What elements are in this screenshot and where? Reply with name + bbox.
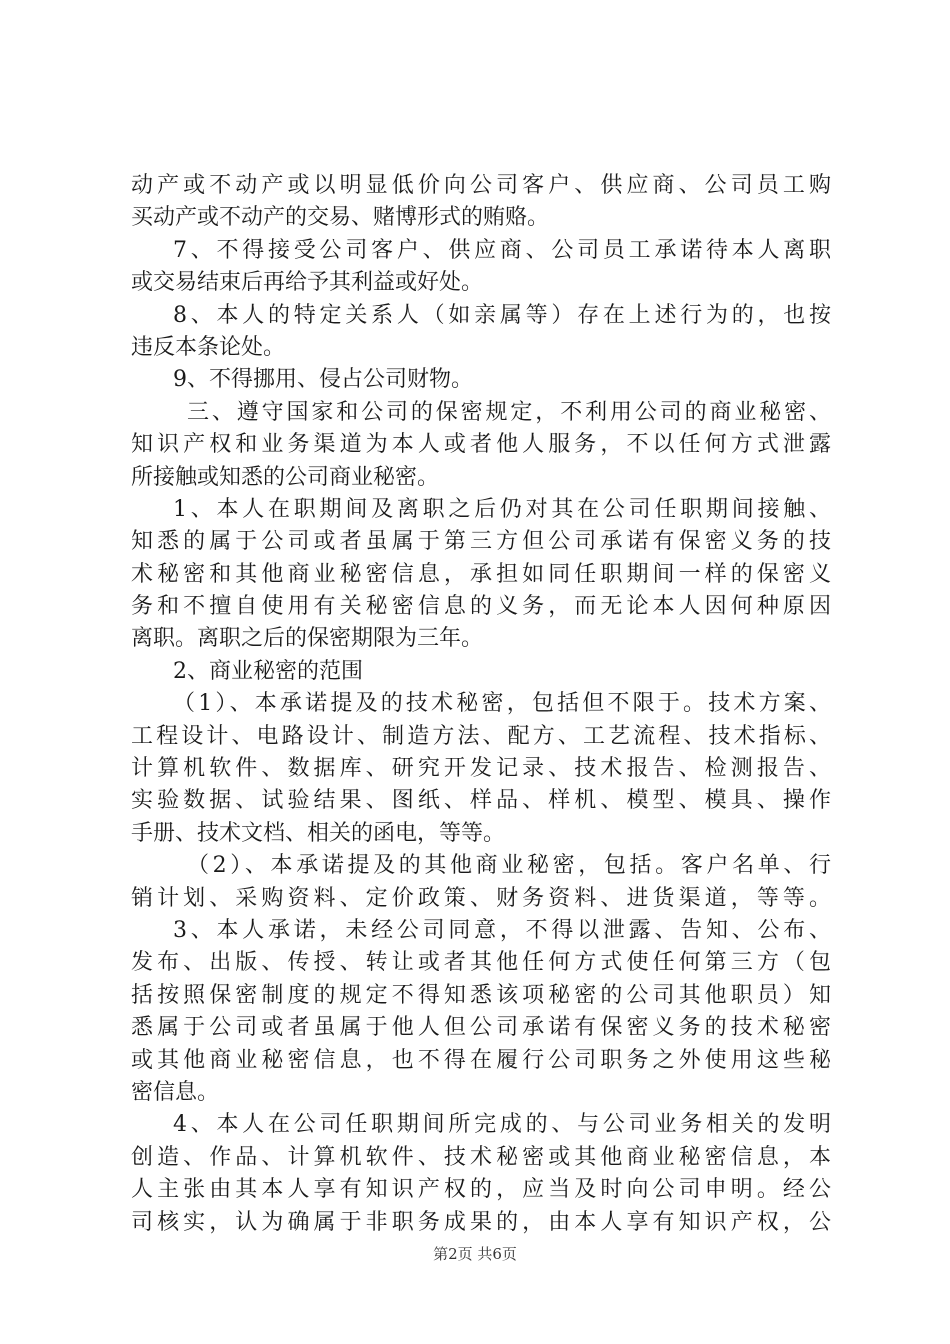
text-line: 8、本人的特定关系人（如亲属等）存在上述行为的，也按 <box>173 302 831 328</box>
text-line: 务和不擅自使用有关秘密信息的义务，而无论本人因何种原因 <box>131 594 831 620</box>
text-line: 手册、技术文档、相关的函电，等等。 <box>131 820 506 846</box>
text-line: （2）、本承诺提及的其他商业秘密，包括。客户名单、行 <box>187 853 831 879</box>
text-line: 9、不得挪用、侵占公司财物。 <box>173 367 473 393</box>
text-line: 销计划、采购资料、定价政策、财务资料、进货渠道，等等。 <box>131 885 831 911</box>
page-number-label: 第2页 共6页 <box>433 1245 517 1263</box>
text-line: 实验数据、试验结果、图纸、样品、样机、模型、模具、操作 <box>131 788 831 814</box>
text-line: 发布、出版、传授、转让或者其他任何方式使任何第三方（包 <box>131 950 831 976</box>
text-line: 动产或不动产或以明显低价向公司客户、供应商、公司员工购 <box>131 173 831 198</box>
text-line: 术秘密和其他商业秘密信息，承担如同任职期间一样的保密义 <box>131 561 831 587</box>
text-line: 1、本人在职期间及离职之后仍对其在公司任职期间接触、 <box>173 496 831 522</box>
text-line: 创造、作品、计算机软件、技术秘密或其他商业秘密信息，本 <box>131 1144 831 1170</box>
text-line: 3、本人承诺，未经公司同意，不得以泄露、告知、公布、 <box>173 917 831 943</box>
text-line: 买动产或不动产的交易、赌博形式的贿赂。 <box>131 205 550 231</box>
text-line: 知悉的属于公司或者虽属于第三方但公司承诺有保密义务的技 <box>131 529 831 555</box>
text-line: 悉属于公司或者虽属于他人但公司承诺有保密义务的技术秘密 <box>131 1015 831 1041</box>
text-line: 所接触或知悉的公司商业秘密。 <box>131 464 440 490</box>
text-line: 或交易结束后再给予其利益或好处。 <box>131 270 484 296</box>
text-line: 离职。离职之后的保密期限为三年。 <box>131 626 484 652</box>
text-line: 括按照保密制度的规定不得知悉该项秘密的公司其他职员）知 <box>131 982 831 1008</box>
text-line: 违反本条论处。 <box>131 334 286 360</box>
text-line: 三、遵守国家和公司的保密规定，不利用公司的商业秘密、 <box>187 399 831 425</box>
text-line: 工程设计、电路设计、制造方法、配方、工艺流程、技术指标、 <box>131 723 831 749</box>
text-line: 司核实，认为确属于非职务成果的，由本人享有知识产权，公 <box>131 1209 831 1235</box>
text-line: 或其他商业秘密信息，也不得在履行公司职务之外使用这些秘 <box>131 1047 831 1073</box>
document-body <box>131 170 831 1239</box>
text-line: 4、本人在公司任职期间所完成的、与公司业务相关的发明 <box>173 1112 831 1138</box>
text-line: 密信息。 <box>131 1079 220 1105</box>
text-line: 7、不得接受公司客户、供应商、公司员工承诺待本人离职 <box>173 237 831 263</box>
page-footer <box>0 1244 950 1264</box>
text-line: 2、商业秘密的范围 <box>173 658 363 684</box>
text-line: 计算机软件、数据库、研究开发记录、技术报告、检测报告、 <box>131 756 831 782</box>
text-line: （1）、本承诺提及的技术秘密，包括但不限于。技术方案、 <box>173 691 831 717</box>
text-line: 知识产权和业务渠道为本人或者他人服务，不以任何方式泄露 <box>131 432 831 458</box>
text-line: 人主张由其本人享有知识产权的，应当及时向公司申明。经公 <box>131 1177 831 1203</box>
